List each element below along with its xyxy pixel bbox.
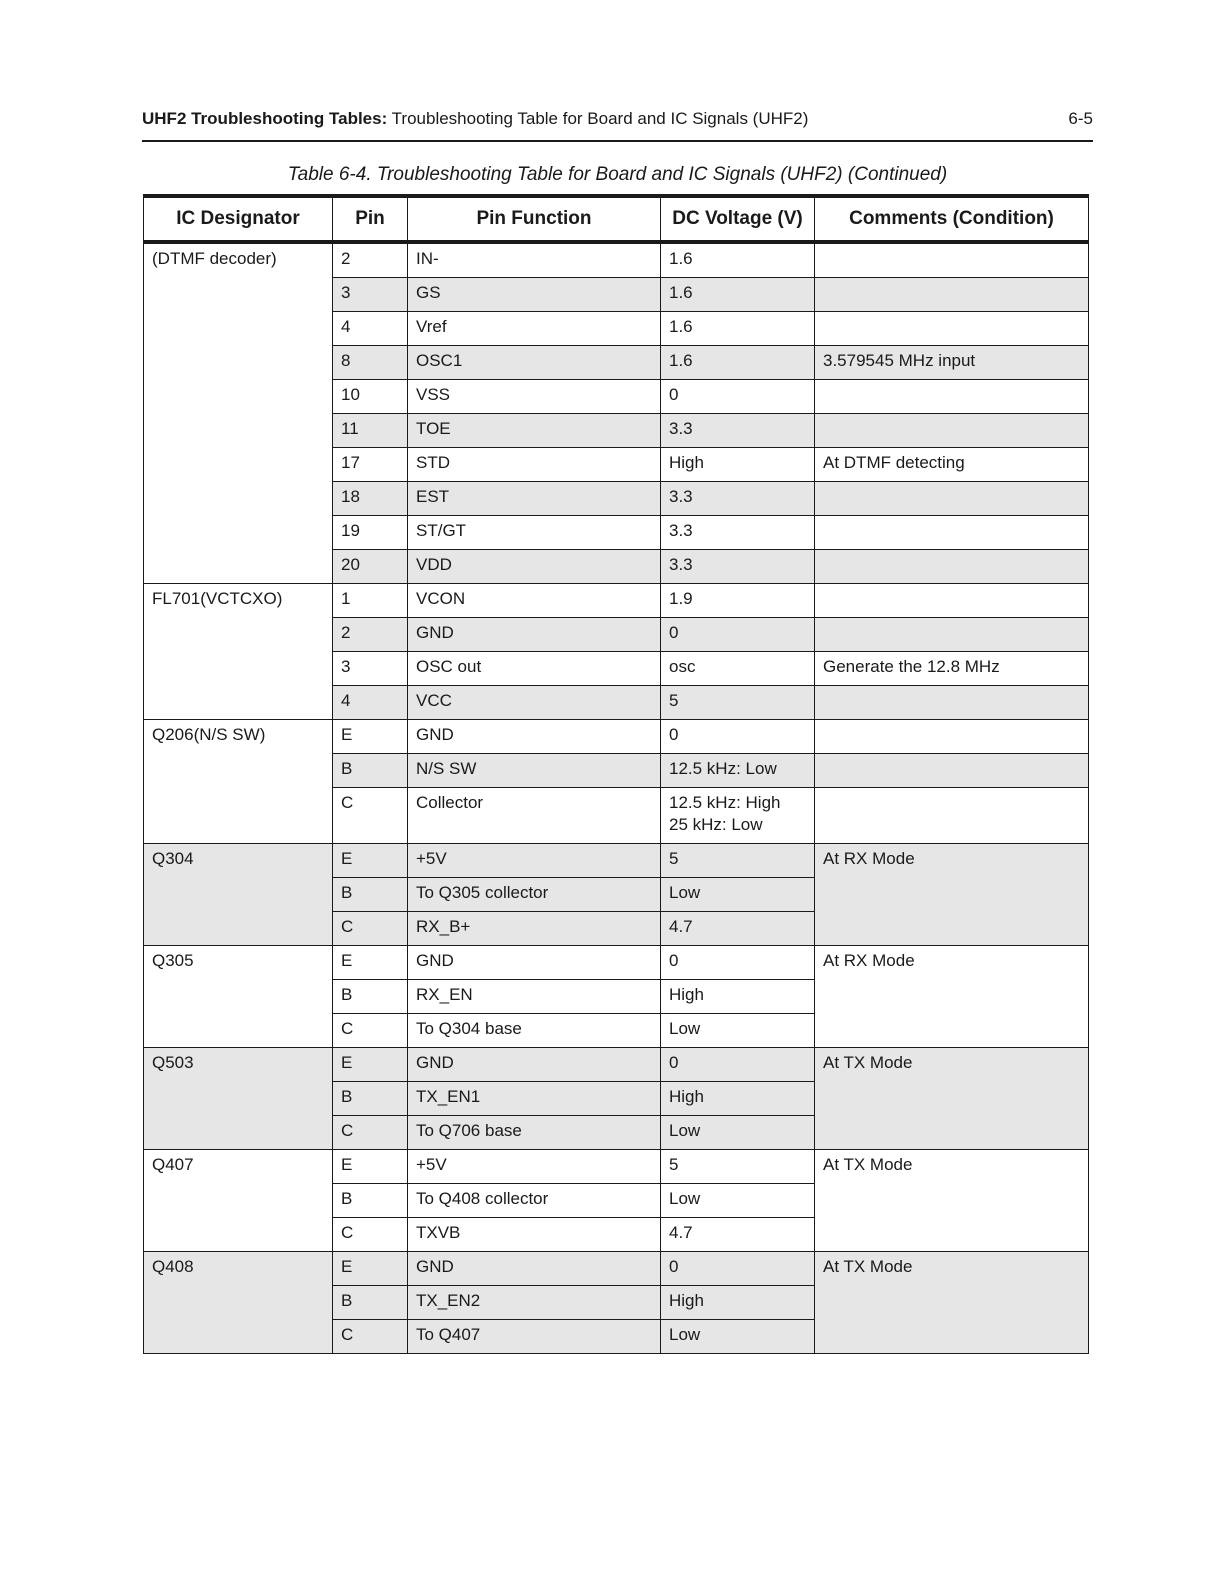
table-row: [144, 946, 1089, 980]
pin-function-cell: VSS: [408, 380, 661, 414]
dc-voltage-cell: osc: [661, 652, 815, 686]
pin-function-cell: To Q304 base: [408, 1014, 661, 1048]
comment-cell: [815, 516, 1089, 550]
pin-cell: C: [333, 1014, 408, 1048]
pin-function-cell: TX_EN2: [408, 1286, 661, 1320]
column-header: Pin: [333, 196, 408, 242]
pin-cell: E: [333, 844, 408, 878]
pin-cell: 10: [333, 380, 408, 414]
pin-cell: B: [333, 754, 408, 788]
pin-cell: C: [333, 788, 408, 844]
pin-cell: 3: [333, 278, 408, 312]
pin-cell: 1: [333, 584, 408, 618]
pin-function-cell: GND: [408, 1252, 661, 1286]
pin-cell: E: [333, 720, 408, 754]
dc-voltage-cell: 3.3: [661, 516, 815, 550]
pin-cell: 4: [333, 312, 408, 346]
table-row: [144, 720, 1089, 754]
pin-cell: C: [333, 1320, 408, 1354]
pin-cell: 2: [333, 242, 408, 278]
dc-voltage-cell: 0: [661, 618, 815, 652]
pin-function-cell: VCC: [408, 686, 661, 720]
comment-cell: [815, 584, 1089, 618]
comment-cell: [815, 242, 1089, 278]
comment-cell: [815, 788, 1089, 844]
comment-cell: [815, 754, 1089, 788]
pin-function-cell: +5V: [408, 844, 661, 878]
dc-voltage-line: 25 kHz: Low: [669, 815, 763, 834]
comment-cell: 3.579545 MHz input: [815, 346, 1089, 380]
pin-function-cell: To Q305 collector: [408, 878, 661, 912]
pin-function-cell: VCON: [408, 584, 661, 618]
comment-cell: [815, 618, 1089, 652]
dc-voltage-cell: 0: [661, 946, 815, 980]
table-body: [144, 242, 1089, 1354]
pin-function-cell: TX_EN1: [408, 1082, 661, 1116]
dc-voltage-cell: 1.6: [661, 278, 815, 312]
pin-function-cell: To Q408 collector: [408, 1184, 661, 1218]
pin-function-cell: GND: [408, 1048, 661, 1082]
dc-voltage-cell: 0: [661, 720, 815, 754]
pin-function-cell: GS: [408, 278, 661, 312]
comment-cell: At RX Mode: [815, 946, 1089, 1048]
dc-voltage-cell: 1.6: [661, 312, 815, 346]
ic-designator-cell: Q408: [144, 1252, 333, 1354]
dc-voltage-cell: Low: [661, 1014, 815, 1048]
ic-designator-cell: (DTMF decoder): [144, 242, 333, 584]
dc-voltage-cell: 1.6: [661, 346, 815, 380]
table-row: [144, 844, 1089, 878]
pin-cell: E: [333, 946, 408, 980]
pin-function-cell: RX_EN: [408, 980, 661, 1014]
header-section-title: Troubleshooting Table for Board and IC Signals (UHF2): [391, 109, 809, 128]
pin-cell: E: [333, 1150, 408, 1184]
pin-cell: B: [333, 1082, 408, 1116]
page-number: 6-5: [1068, 109, 1093, 128]
pin-function-cell: VDD: [408, 550, 661, 584]
dc-voltage-cell: High: [661, 448, 815, 482]
pin-cell: C: [333, 912, 408, 946]
pin-cell: 18: [333, 482, 408, 516]
dc-voltage-cell: 4.7: [661, 912, 815, 946]
dc-voltage-cell: Low: [661, 878, 815, 912]
dc-voltage-cell: 5: [661, 686, 815, 720]
pin-cell: 2: [333, 618, 408, 652]
pin-cell: 11: [333, 414, 408, 448]
comment-cell: Generate the 12.8 MHz: [815, 652, 1089, 686]
ic-designator-cell: FL701(VCTCXO): [144, 584, 333, 720]
pin-cell: B: [333, 1184, 408, 1218]
dc-voltage-cell: High: [661, 1082, 815, 1116]
dc-voltage-line: 12.5 kHz: High: [669, 793, 781, 812]
pin-function-cell: IN-: [408, 242, 661, 278]
comment-cell: At TX Mode: [815, 1252, 1089, 1354]
pin-cell: 8: [333, 346, 408, 380]
dc-voltage-cell: 3.3: [661, 550, 815, 584]
pin-cell: E: [333, 1048, 408, 1082]
pin-cell: 20: [333, 550, 408, 584]
pin-function-cell: GND: [408, 946, 661, 980]
dc-voltage-cell: Low: [661, 1184, 815, 1218]
dc-voltage-cell: 0: [661, 1048, 815, 1082]
page-header: [142, 107, 1093, 131]
comment-cell: [815, 380, 1089, 414]
comment-cell: At RX Mode: [815, 844, 1089, 946]
dc-voltage-cell: 0: [661, 380, 815, 414]
pin-cell: 19: [333, 516, 408, 550]
dc-voltage-cell: 5: [661, 1150, 815, 1184]
pin-function-cell: To Q706 base: [408, 1116, 661, 1150]
pin-function-cell: +5V: [408, 1150, 661, 1184]
pin-function-cell: Vref: [408, 312, 661, 346]
comment-cell: [815, 720, 1089, 754]
pin-function-cell: Collector: [408, 788, 661, 844]
dc-voltage-cell: 1.9: [661, 584, 815, 618]
comment-cell: [815, 414, 1089, 448]
comment-cell: [815, 550, 1089, 584]
column-header: Pin Function: [408, 196, 661, 242]
pin-function-cell: STD: [408, 448, 661, 482]
comment-cell: [815, 312, 1089, 346]
ic-designator-cell: Q304: [144, 844, 333, 946]
comment-cell: At TX Mode: [815, 1150, 1089, 1252]
pin-cell: B: [333, 980, 408, 1014]
header-row: [144, 196, 1089, 242]
table-header: [144, 196, 1089, 242]
pin-function-cell: TOE: [408, 414, 661, 448]
table-row: [144, 1150, 1089, 1184]
comment-cell: At DTMF detecting: [815, 448, 1089, 482]
comment-cell: [815, 278, 1089, 312]
pin-function-cell: TXVB: [408, 1218, 661, 1252]
dc-voltage-cell: Low: [661, 1320, 815, 1354]
pin-cell: E: [333, 1252, 408, 1286]
table-row: [144, 1252, 1089, 1286]
dc-voltage-cell: Low: [661, 1116, 815, 1150]
pin-cell: 3: [333, 652, 408, 686]
dc-voltage-cell: 3.3: [661, 482, 815, 516]
pin-function-cell: OSC out: [408, 652, 661, 686]
dc-voltage-cell: High: [661, 1286, 815, 1320]
comment-cell: [815, 686, 1089, 720]
pin-cell: B: [333, 878, 408, 912]
ic-designator-cell: Q503: [144, 1048, 333, 1150]
pin-function-cell: GND: [408, 618, 661, 652]
pin-cell: 4: [333, 686, 408, 720]
comment-cell: At TX Mode: [815, 1048, 1089, 1150]
table-caption: Table 6-4. Troubleshooting Table for Board and IC Signals (UHF2) (Continued): [287, 164, 948, 185]
pin-function-cell: EST: [408, 482, 661, 516]
pin-function-cell: N/S SW: [408, 754, 661, 788]
pin-function-cell: RX_B+: [408, 912, 661, 946]
dc-voltage-cell: [661, 788, 815, 844]
pin-cell: C: [333, 1116, 408, 1150]
header-divider: [142, 140, 1093, 142]
dc-voltage-cell: 12.5 kHz: Low: [661, 754, 815, 788]
troubleshooting-table: [143, 194, 1089, 1354]
pin-function-cell: ST/GT: [408, 516, 661, 550]
dc-voltage-cell: High: [661, 980, 815, 1014]
pin-cell: C: [333, 1218, 408, 1252]
ic-designator-cell: Q407: [144, 1150, 333, 1252]
pin-function-cell: GND: [408, 720, 661, 754]
pin-cell: 17: [333, 448, 408, 482]
column-header: IC Designator: [144, 196, 333, 242]
pin-function-cell: To Q407: [408, 1320, 661, 1354]
table-row: [144, 1048, 1089, 1082]
column-header: DC Voltage (V): [661, 196, 815, 242]
pin-function-cell: OSC1: [408, 346, 661, 380]
ic-designator-cell: Q305: [144, 946, 333, 1048]
header-section-bold: UHF2 Troubleshooting Tables:: [142, 109, 388, 128]
dc-voltage-cell: 0: [661, 1252, 815, 1286]
comment-cell: [815, 482, 1089, 516]
dc-voltage-cell: 3.3: [661, 414, 815, 448]
table-row: [144, 584, 1089, 618]
dc-voltage-cell: 5: [661, 844, 815, 878]
column-header: Comments (Condition): [815, 196, 1089, 242]
table-row: [144, 242, 1089, 278]
dc-voltage-cell: 1.6: [661, 242, 815, 278]
ic-designator-cell: Q206(N/S SW): [144, 720, 333, 844]
pin-cell: B: [333, 1286, 408, 1320]
dc-voltage-cell: 4.7: [661, 1218, 815, 1252]
